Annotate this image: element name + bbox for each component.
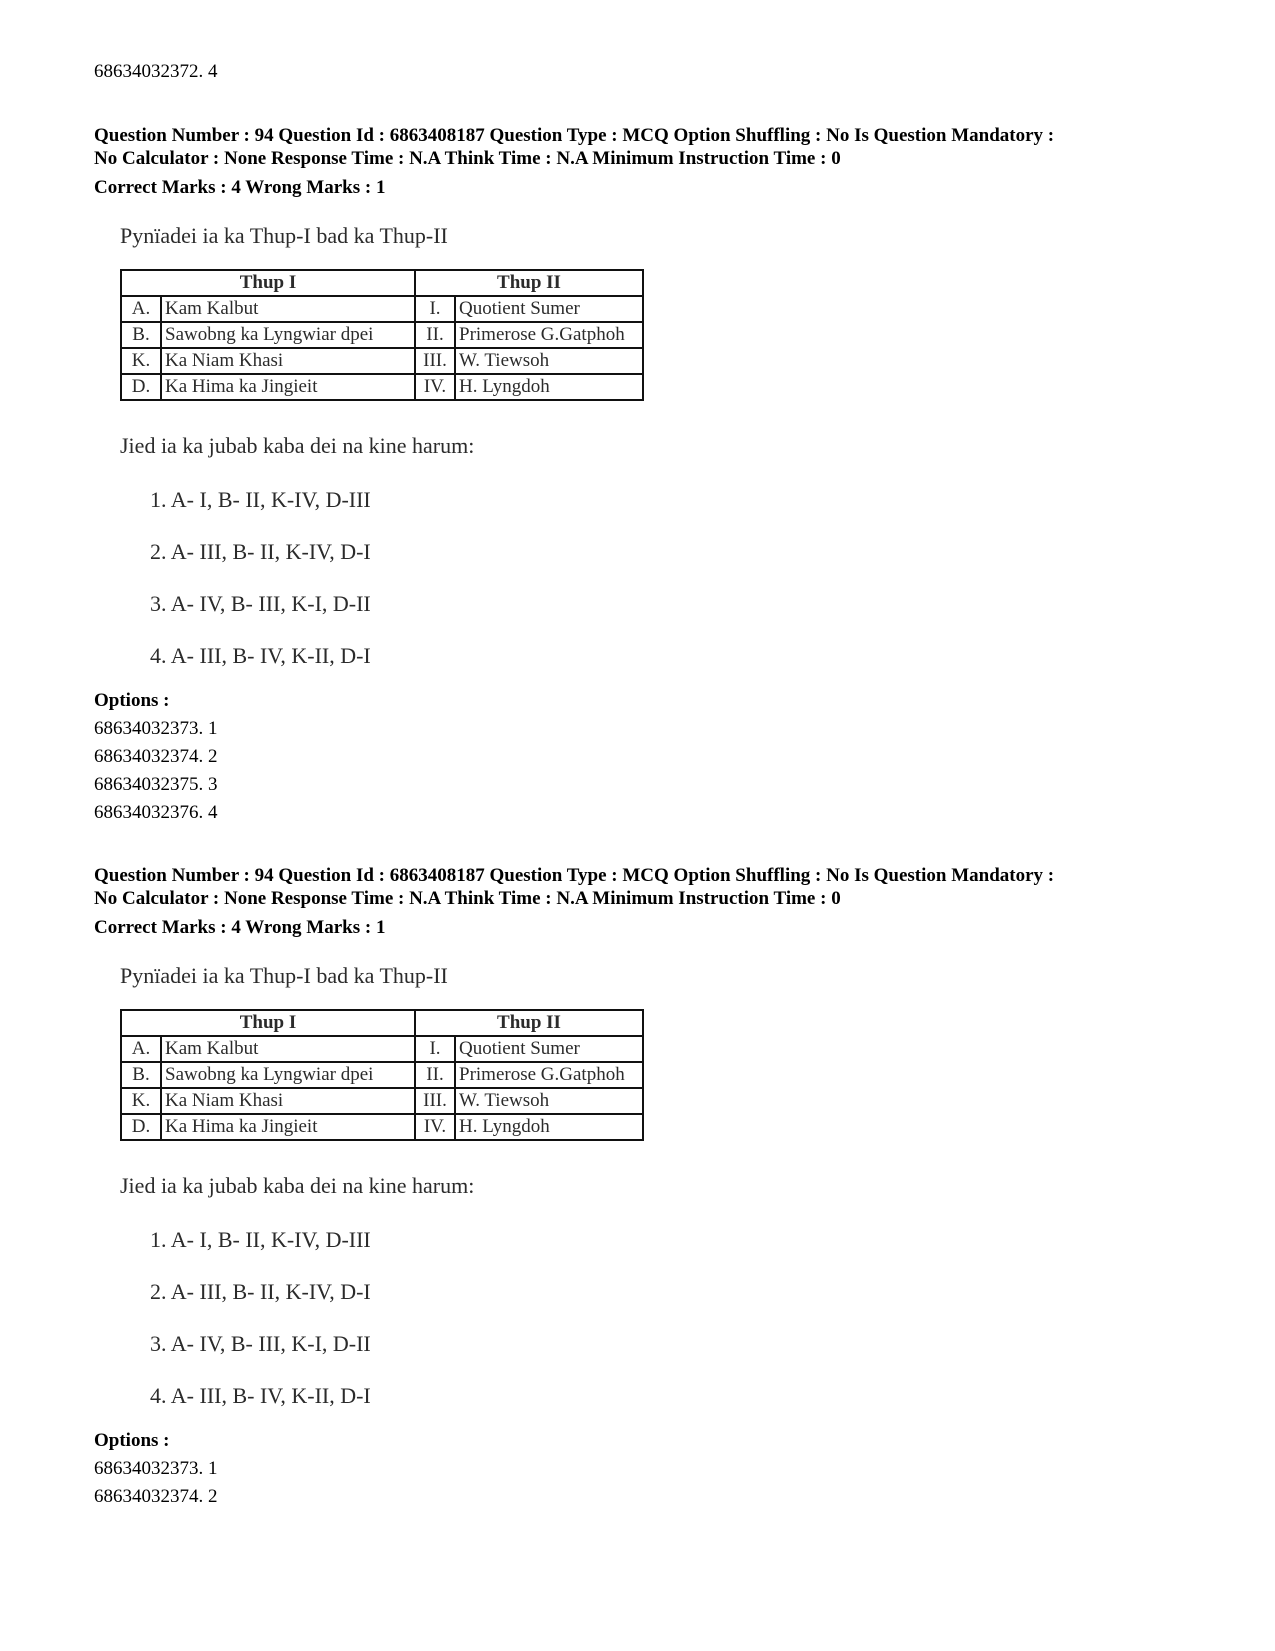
row-match: W. Tiewsoh: [455, 1088, 643, 1114]
option-line: 68634032376. 4: [94, 802, 218, 823]
question-instruction: Jied ia ka jubab kaba dei na kine harum:: [120, 1173, 475, 1198]
marks-line: Correct Marks : 4 Wrong Marks : 1: [94, 177, 386, 198]
row-numeral: II.: [415, 1062, 455, 1088]
row-match: H. Lyngdoh: [455, 1114, 643, 1140]
option-line: 68634032372. 4: [94, 61, 218, 82]
answer-choice: 1. A- I, B- II, K-IV, D-III: [150, 487, 371, 512]
answer-choice: 3. A- IV, B- III, K-I, D-II: [150, 1331, 371, 1356]
question-prompt: Pynïadei ia ka Thup-I bad ka Thup-II: [120, 223, 448, 248]
answer-choice: 1. A- I, B- II, K-IV, D-III: [150, 1227, 371, 1252]
match-table: [120, 269, 644, 401]
marks-line: Correct Marks : 4 Wrong Marks : 1: [94, 917, 386, 938]
row-letter: K.: [121, 348, 161, 374]
row-letter: A.: [121, 1036, 161, 1062]
row-numeral: I.: [415, 1036, 455, 1062]
options-label: Options :: [94, 1430, 170, 1451]
row-numeral: IV.: [415, 1114, 455, 1140]
question-header-line: Question Number : 94 Question Id : 6863408187 Question Type : MCQ Option Shuffling : No Is Question Mandatory :: [94, 865, 1055, 886]
row-item: Ka Hima ka Jingieit: [161, 374, 415, 400]
row-numeral: IV.: [415, 374, 455, 400]
row-item: Ka Niam Khasi: [161, 1088, 415, 1114]
row-item: Sawobng ka Lyngwiar dpei: [161, 1062, 415, 1088]
table-header-row: [121, 270, 643, 296]
options-label: Options :: [94, 690, 170, 711]
question-header: [94, 864, 1244, 910]
answer-choice: 4. A- III, B- IV, K-II, D-I: [150, 1383, 371, 1408]
answer-choice: 2. A- III, B- II, K-IV, D-I: [150, 1279, 371, 1304]
row-match: Quotient Sumer: [455, 296, 643, 322]
table-row: [121, 1062, 643, 1088]
table-row: [121, 1036, 643, 1062]
option-line: 68634032375. 3: [94, 774, 218, 795]
answer-choice: 3. A- IV, B- III, K-I, D-II: [150, 591, 371, 616]
row-item: Ka Niam Khasi: [161, 348, 415, 374]
row-match: Primerose G.Gatphoh: [455, 322, 643, 348]
table-header-thup-i: Thup I: [121, 270, 415, 296]
answer-choice: 2. A- III, B- II, K-IV, D-I: [150, 539, 371, 564]
option-line: 68634032373. 1: [94, 1458, 218, 1479]
question-header-line: No Calculator : None Response Time : N.A Think Time : N.A Minimum Instruction Time : 0: [94, 148, 841, 169]
table-row: [121, 1088, 643, 1114]
match-table: [120, 1009, 644, 1141]
table-row: [121, 296, 643, 322]
question-header-line: Question Number : 94 Question Id : 6863408187 Question Type : MCQ Option Shuffling : No Is Question Mandatory :: [94, 125, 1055, 146]
row-letter: A.: [121, 296, 161, 322]
row-letter: D.: [121, 1114, 161, 1140]
row-item: Kam Kalbut: [161, 1036, 415, 1062]
question-instruction: Jied ia ka jubab kaba dei na kine harum:: [120, 433, 475, 458]
row-letter: K.: [121, 1088, 161, 1114]
table-row: [121, 348, 643, 374]
row-item: Ka Hima ka Jingieit: [161, 1114, 415, 1140]
table-row: [121, 1114, 643, 1140]
row-match: H. Lyngdoh: [455, 374, 643, 400]
table-row: [121, 374, 643, 400]
table-header-thup-ii: Thup II: [415, 270, 643, 296]
question-header-line: No Calculator : None Response Time : N.A Think Time : N.A Minimum Instruction Time : 0: [94, 888, 841, 909]
row-match: Primerose G.Gatphoh: [455, 1062, 643, 1088]
table-header-thup-ii: Thup II: [415, 1010, 643, 1036]
row-numeral: III.: [415, 348, 455, 374]
row-numeral: II.: [415, 322, 455, 348]
option-line: 68634032374. 2: [94, 746, 218, 767]
row-letter: B.: [121, 322, 161, 348]
table-header-row: [121, 1010, 643, 1036]
option-line: 68634032374. 2: [94, 1486, 218, 1507]
row-match: Quotient Sumer: [455, 1036, 643, 1062]
row-letter: D.: [121, 374, 161, 400]
row-item: Kam Kalbut: [161, 296, 415, 322]
table-header-thup-i: Thup I: [121, 1010, 415, 1036]
row-match: W. Tiewsoh: [455, 348, 643, 374]
question-prompt: Pynïadei ia ka Thup-I bad ka Thup-II: [120, 963, 448, 988]
row-item: Sawobng ka Lyngwiar dpei: [161, 322, 415, 348]
row-numeral: III.: [415, 1088, 455, 1114]
answer-choice: 4. A- III, B- IV, K-II, D-I: [150, 643, 371, 668]
row-letter: B.: [121, 1062, 161, 1088]
question-header: [94, 124, 1244, 170]
option-line: 68634032373. 1: [94, 718, 218, 739]
table-row: [121, 322, 643, 348]
row-numeral: I.: [415, 296, 455, 322]
